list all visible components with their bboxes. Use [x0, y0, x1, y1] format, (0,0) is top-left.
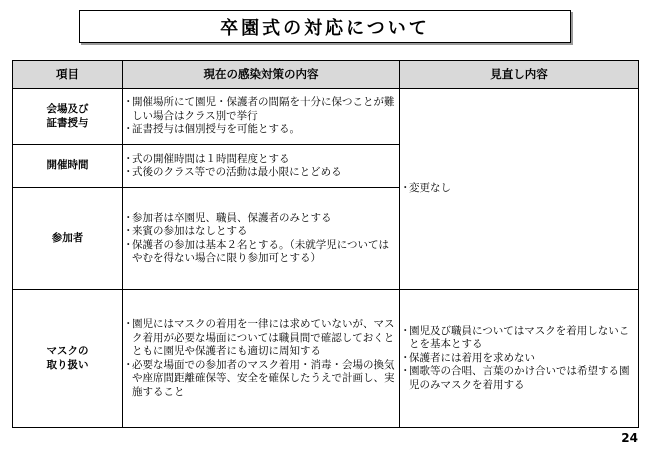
- bullet-item: [123, 359, 399, 400]
- table-header-row: [13, 61, 639, 89]
- item-line: 参加者: [51, 231, 84, 244]
- header-current: 現在の感染対策の内容: [123, 61, 400, 89]
- bullet-item: [400, 325, 638, 352]
- bullet-dot: ・: [400, 182, 411, 195]
- row-item-venue: [13, 89, 123, 145]
- bullet-dot: ・: [123, 123, 134, 136]
- row-item-participants: [13, 188, 123, 290]
- row-current-mask: [123, 290, 400, 428]
- title-box: [79, 10, 571, 43]
- item-line: マスクの: [46, 345, 89, 357]
- page-title: 卒園式の対応について: [220, 17, 430, 39]
- bullet-dot: ・: [123, 166, 134, 178]
- bullet-dot: ・: [123, 152, 134, 165]
- bullet-text: 開催場所にて園児・保護者の間隔を十分に保つことが難しい場合はクラス別で挙行: [132, 96, 395, 122]
- bullet-item: [123, 212, 399, 226]
- item-line: 取り扱い: [46, 358, 89, 371]
- item-line: 会場及び: [46, 103, 89, 115]
- measures-table: [12, 60, 639, 428]
- bullet-item: [123, 318, 399, 359]
- row-current-venue: [123, 89, 400, 145]
- item-line: 開催時間: [46, 159, 89, 172]
- bullet-item: [123, 96, 399, 123]
- bullet-text: 園歌等の合唱、言葉のかけ合いでは希望する園児のみマスクを着用する: [409, 365, 630, 391]
- table-row: [13, 290, 639, 428]
- bullet-item: [400, 352, 638, 366]
- bullet-item: [123, 153, 399, 167]
- bullet-item: [123, 225, 399, 239]
- bullet-dot: ・: [400, 324, 411, 337]
- bullet-item: [400, 182, 638, 196]
- bullet-text: 園児にはマスクの着用を一律には求めていないが、マスク着用が必要な場面については職員間で確認しておくとともに園児や保護者にも適切に周知する: [132, 318, 395, 357]
- bullet-text: 園児及び職員についてはマスクを着用しないことを基本とする: [409, 324, 630, 351]
- bullet-text: 式後のクラス等での活動は最小限にとどめる: [132, 166, 342, 178]
- bullet-dot: ・: [123, 238, 134, 251]
- review-no-change: 変更なし: [409, 182, 451, 195]
- bullet-dot: ・: [123, 211, 134, 224]
- bullet-item: [400, 365, 638, 392]
- item-line: 証書授与: [46, 116, 89, 129]
- bullet-text: 証書授与は個別授与を可能とする。: [132, 123, 300, 136]
- table-row: [13, 89, 639, 145]
- header-review: 見直し内容: [400, 61, 639, 89]
- row-item-mask: [13, 290, 123, 428]
- bullet-item: [123, 239, 399, 266]
- bullet-text: 式の開催時間は１時間程度とする: [132, 152, 290, 165]
- row-current-time: [123, 145, 400, 188]
- row-item-time: [13, 145, 123, 188]
- bullet-dot: ・: [123, 358, 134, 371]
- bullet-text: 必要な場面での参加者のマスク着用・消毒・会場の換気や座席間距離確保等、安全を確保したうえで計画し、実施すること: [132, 358, 395, 398]
- header-item: 項目: [13, 61, 123, 89]
- bullet-text: 保護者には着用を求めない: [409, 351, 535, 364]
- bullet-dot: ・: [400, 365, 411, 378]
- page-number: 24: [621, 431, 638, 445]
- bullet-dot: ・: [400, 351, 411, 364]
- review-shared-cell: [400, 89, 639, 290]
- row-review-mask: [400, 290, 639, 428]
- bullet-item: [123, 123, 399, 137]
- bullet-dot: ・: [123, 225, 134, 237]
- bullet-text: 保護者の参加は基本２名とする。（未就学児についてはやむを得ない場合に限り参加可とする）: [132, 238, 390, 264]
- bullet-item: [123, 166, 399, 180]
- bullet-text: 来賓の参加はなしとする: [132, 225, 248, 237]
- bullet-text: 参加者は卒園児、職員、保護者のみとする: [132, 211, 332, 224]
- row-current-participants: [123, 188, 400, 290]
- bullet-dot: ・: [123, 318, 134, 330]
- bullet-dot: ・: [123, 96, 134, 109]
